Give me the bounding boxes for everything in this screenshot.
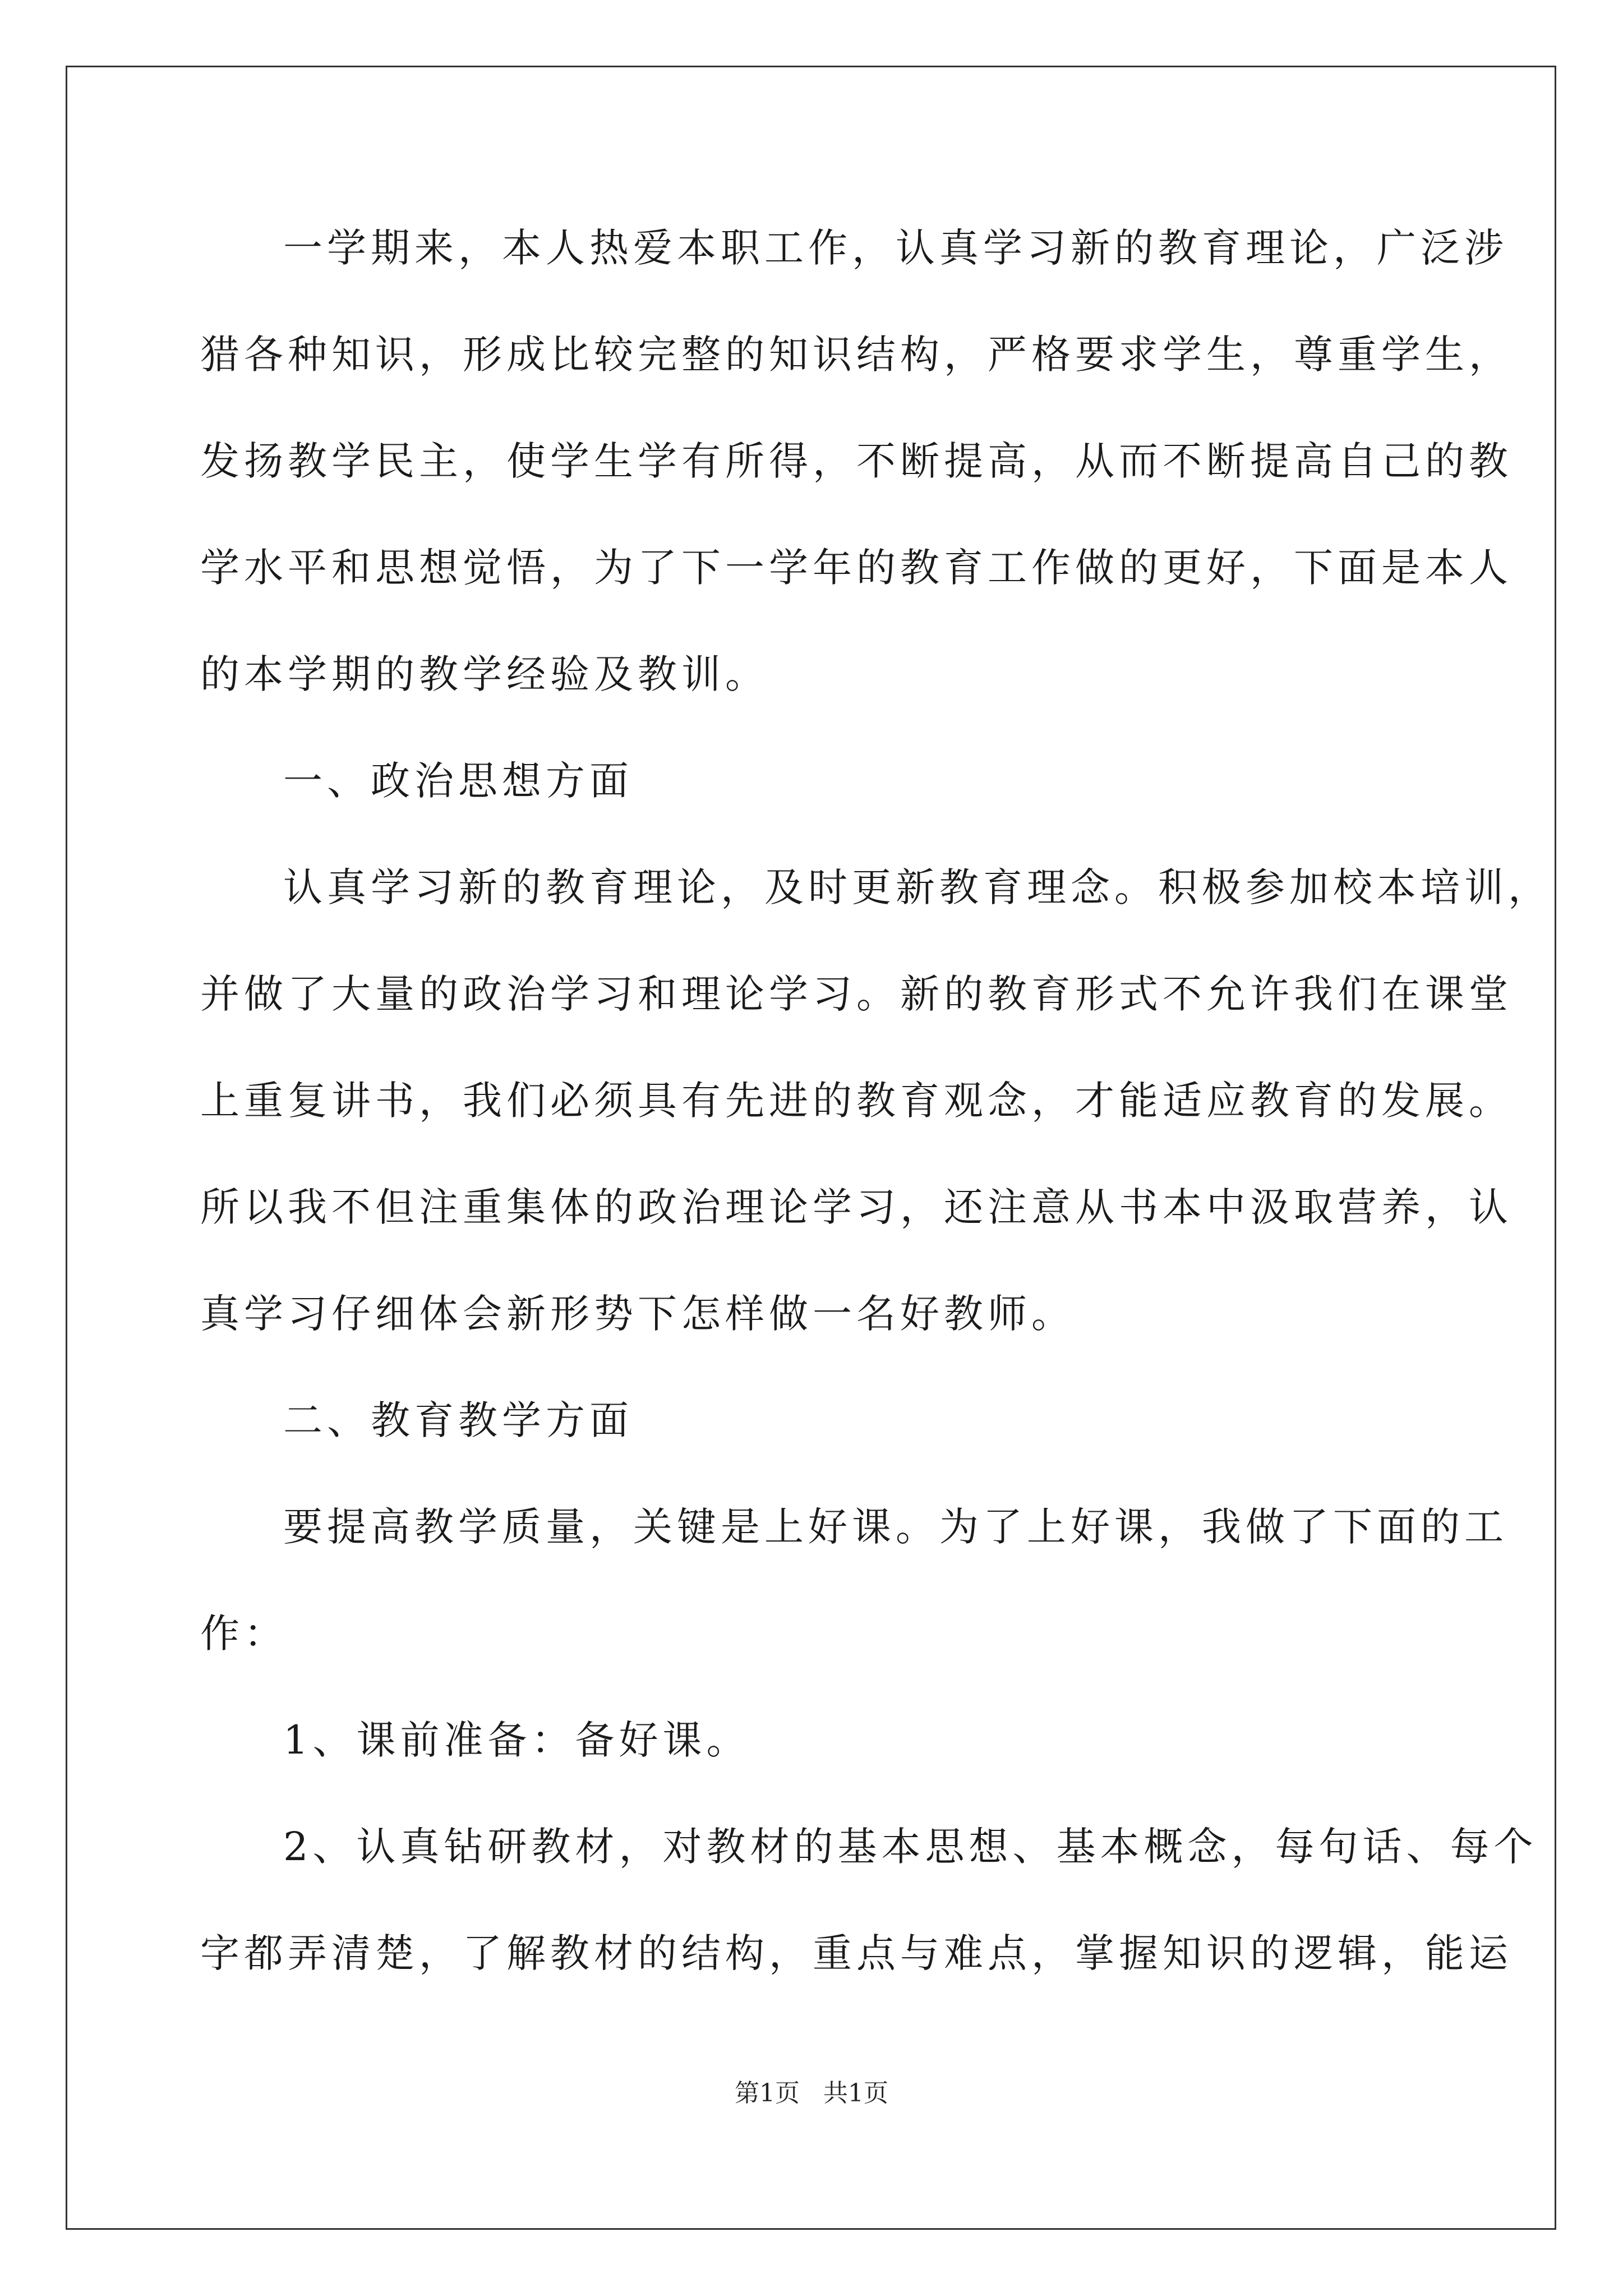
- page-footer: 第1页 共1页: [735, 2079, 888, 2108]
- paragraph-line: 要提高教学质量，关键是上好课。为了上好课，我做了下面的工: [283, 1504, 1508, 1550]
- paragraph-line: 学水平和思想觉悟，为了下一学年的教育工作做的更好，下面是本人: [200, 545, 1513, 591]
- paragraph-line: 上重复讲书，我们必须具有先进的教育观念，才能适应教育的发展。: [200, 1078, 1513, 1124]
- paragraph-line: 的本学期的教学经验及教训。: [200, 651, 769, 697]
- list-item: 1、课前准备：备好课。: [283, 1717, 750, 1763]
- paragraph-line: 作：: [200, 1611, 288, 1657]
- section-heading: 二、教育教学方面: [283, 1397, 633, 1443]
- paragraph-line: 所以我不但注重集体的政治理论学习，还注意从书本中汲取营养，认: [200, 1184, 1513, 1230]
- paragraph-line: 并做了大量的政治学习和理论学习。新的教育形式不允许我们在课堂: [200, 971, 1513, 1017]
- paragraph-line: 发扬教学民主，使学生学有所得，不断提高，从而不断提高自己的教: [200, 438, 1513, 484]
- paragraph-line: 真学习仔细体会新形势下怎样做一名好教师。: [200, 1291, 1075, 1337]
- section-heading: 一、政治思想方面: [283, 758, 633, 804]
- paragraph-line: 一学期来，本人热爱本职工作，认真学习新的教育理论，广泛涉: [283, 225, 1508, 271]
- page-border: [66, 66, 1556, 2230]
- paragraph-line: 认真学习新的教育理论，及时更新教育理念。积极参加校本培训，: [283, 864, 1552, 910]
- paragraph-line: 字都弄清楚，了解教材的结构，重点与难点，掌握知识的逻辑，能运: [200, 1930, 1513, 1976]
- paragraph-line: 猎各种知识，形成比较完整的知识结构，严格要求学生，尊重学生，: [200, 332, 1513, 378]
- list-item: 2、认真钻研教材，对教材的基本思想、基本概念，每句话、每个: [283, 1824, 1538, 1870]
